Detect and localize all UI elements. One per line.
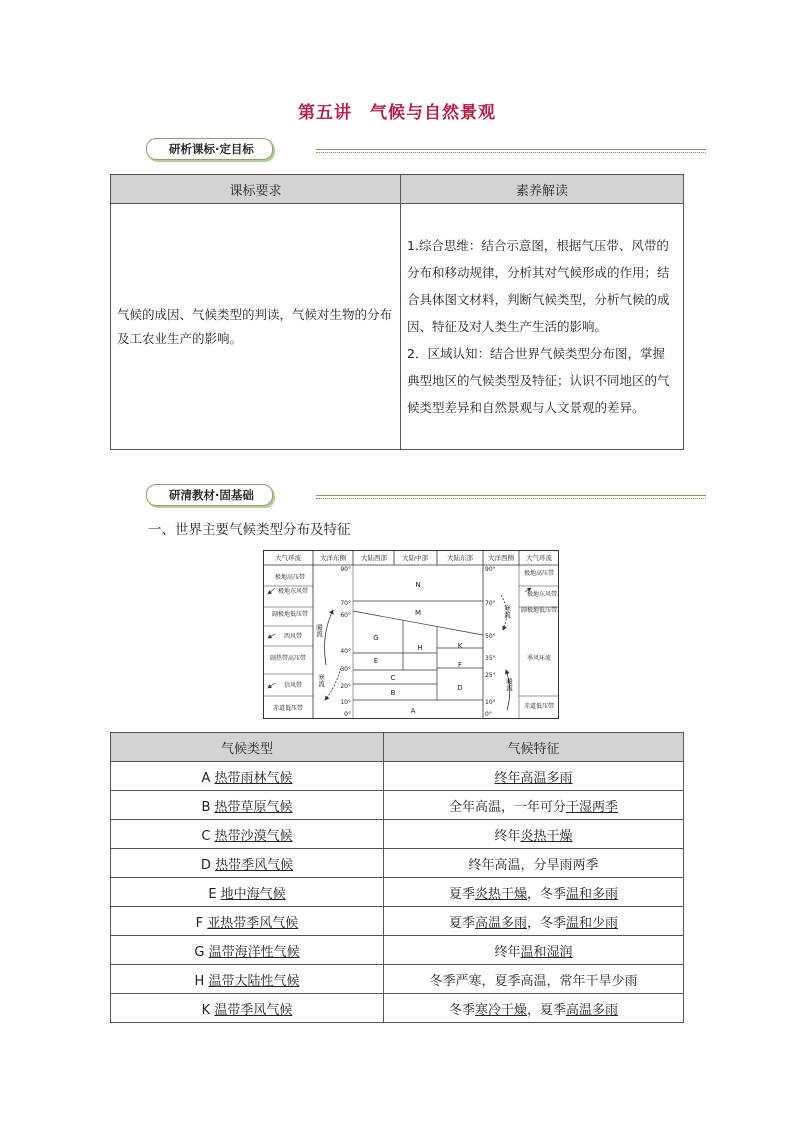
- climate-features-cell: [384, 820, 684, 849]
- zone-label: C: [390, 674, 396, 682]
- climate-type-name: 热带草原气候: [214, 799, 293, 815]
- table-row: [111, 820, 684, 849]
- climate-type-name: 热带季风气候: [215, 857, 294, 873]
- climate-type-cell: [111, 878, 384, 907]
- table-row: [111, 791, 684, 820]
- standards-table: [110, 174, 684, 450]
- climate-letter: G: [194, 944, 209, 960]
- table-row: [111, 907, 684, 936]
- latitude-label: 60°: [340, 612, 351, 619]
- climate-letter: H: [194, 973, 209, 989]
- latitude-label: 40°: [340, 648, 351, 655]
- table-row: [111, 994, 684, 1023]
- divider: [316, 149, 706, 150]
- zone-label: N: [415, 581, 421, 589]
- climate-letter: A: [201, 770, 215, 786]
- zone-label: K: [457, 642, 463, 650]
- climate-feature-text: 高温多雨: [566, 1002, 619, 1018]
- climate-feature-text: ，夏季: [527, 1002, 567, 1018]
- latitude-label: 10°: [485, 699, 496, 706]
- table-row: [111, 878, 684, 907]
- latitude-label: 0°: [344, 711, 351, 718]
- header-cell: 大陆东部: [447, 554, 473, 562]
- current-label: 寒流: [317, 674, 325, 687]
- current-label: 寒流: [503, 605, 511, 618]
- climate-type-cell: [111, 791, 384, 820]
- zone-label: H: [417, 644, 423, 652]
- climate-features-cell: [384, 878, 684, 907]
- belt-label: 西风带: [283, 633, 303, 640]
- climate-type-cell: [111, 994, 384, 1023]
- zone-label: F: [457, 661, 463, 669]
- climate-features-cell: [384, 907, 684, 936]
- zone-label: E: [373, 657, 379, 665]
- section-header-standards: [146, 138, 706, 162]
- climate-feature-text: 干湿两季: [566, 799, 619, 815]
- climate-features-cell: [384, 994, 684, 1023]
- belt-label: 极地东风带: [526, 591, 558, 598]
- latitude-label: 20°: [340, 683, 351, 690]
- belt-label: 赤道低压带: [272, 705, 304, 712]
- standards-text: 气候的成因、气候类型的判读，气候对生物的分布及工农业生产的影响。: [111, 204, 401, 450]
- literacy-point-1: 1.综合思维：结合示意图，根据气压带、风带的分布和移动规律，分析其对气候形成的作用；结合具体图文材料，判断气候类型，分析气候的成因、特征及对人类生产生活的影响。: [407, 238, 670, 334]
- diagram-frame: [264, 551, 559, 719]
- belt-label: 极地高压带: [523, 570, 555, 577]
- belt-label: 极地高压带: [274, 574, 306, 581]
- belt-label: 副极地低压带: [271, 611, 309, 618]
- climate-type-name: 地中海气候: [220, 886, 286, 902]
- climate-feature-text: 夏季: [448, 915, 475, 931]
- zone-label: G: [373, 634, 379, 642]
- climate-table-body: [111, 762, 684, 1023]
- climate-feature-text: 终年: [494, 944, 521, 960]
- header-cell: 大陆中部: [402, 554, 428, 562]
- divider: [316, 498, 706, 499]
- climate-feature-text: 温和多雨: [566, 886, 619, 902]
- section-label: 研清教材·固基础: [146, 484, 273, 506]
- climate-feature-text: ，冬季: [527, 915, 567, 931]
- climate-feature-text: ，冬季: [527, 886, 567, 902]
- belt-label: 赤道低压带: [523, 703, 555, 710]
- climate-type-cell: [111, 936, 384, 965]
- climate-type-cell: [111, 849, 384, 878]
- current-label: 暖流: [505, 678, 513, 691]
- header-standards: 课标要求: [111, 175, 401, 204]
- table-row: [111, 849, 684, 878]
- climate-feature-text: 炎热干燥: [520, 828, 573, 844]
- header-climate-type: 气候类型: [111, 733, 384, 762]
- zone-label: M: [414, 609, 422, 617]
- climate-type-name: 温带大陆性气候: [208, 973, 300, 989]
- header-cell: 大气环流: [526, 554, 552, 562]
- climate-letter: D: [200, 857, 216, 873]
- section-header-textbook: [146, 484, 706, 508]
- climate-type-name: 热带沙漠气候: [214, 828, 293, 844]
- climate-features-cell: [384, 849, 684, 878]
- belt-label: 极地东风带: [277, 588, 309, 595]
- literacy-point-2: 2．区域认知：结合世界气候类型分布图，掌握典型地区的气候类型及特征；认识不同地区的气候类型差异和自然景观与人文景观的差异。: [407, 346, 670, 415]
- climate-feature-text: 高温多雨: [474, 915, 527, 931]
- latitude-label: 10°: [340, 699, 351, 706]
- divider: [316, 495, 706, 496]
- page-title: 第五讲 气候与自然景观: [298, 103, 496, 123]
- climate-type-cell: [111, 820, 384, 849]
- climate-features-cell: [384, 791, 684, 820]
- climate-letter: F: [195, 915, 208, 931]
- table-row: [111, 762, 684, 791]
- table-row: [111, 965, 684, 994]
- climate-feature-text: 终年高温多雨: [494, 770, 573, 786]
- literacy-cell: [401, 204, 684, 450]
- climate-letter: E: [208, 886, 221, 902]
- table-row: [111, 936, 684, 965]
- header-cell: 大洋东侧: [320, 554, 346, 562]
- climate-type-name: 温带海洋性气候: [208, 944, 300, 960]
- zone-label: D: [457, 684, 463, 692]
- latitude-label: 70°: [340, 600, 351, 607]
- climate-feature-text: 终年高温，分旱雨两季: [468, 857, 599, 873]
- divider: [316, 152, 706, 153]
- climate-feature-text: 冬季严寒，夏季高温，常年干旱少雨: [429, 973, 638, 989]
- header-cell: 大洋西侧: [488, 554, 514, 562]
- climate-type-cell: [111, 762, 384, 791]
- climate-type-name: 热带雨林气候: [214, 770, 293, 786]
- climate-distribution-diagram: [263, 550, 559, 720]
- belt-label: 信风带: [283, 682, 303, 689]
- climate-type-cell: [111, 907, 384, 936]
- climate-types-table: [110, 732, 684, 1023]
- climate-feature-text: 温和湿润: [520, 944, 573, 960]
- belt-label: 副极地低压带: [520, 607, 558, 614]
- latitude-label: 70°: [485, 600, 496, 607]
- section-label: 研析课标·定目标: [146, 138, 273, 160]
- current-label: 暖流: [315, 624, 323, 637]
- climate-feature-text: 寒冷干燥: [474, 1002, 527, 1018]
- header-literacy: 素养解读: [401, 175, 684, 204]
- latitude-label: 90°: [340, 566, 351, 573]
- climate-type-name: 亚热带季风气候: [207, 915, 299, 931]
- climate-feature-text: 温和少雨: [566, 915, 619, 931]
- climate-feature-text: 全年高温，一年可分: [448, 799, 566, 815]
- latitude-label: 30°: [340, 666, 351, 673]
- climate-features-cell: [384, 965, 684, 994]
- latitude-label: 90°: [485, 566, 496, 573]
- climate-letter: C: [201, 828, 215, 844]
- climate-letter: K: [201, 1002, 215, 1018]
- belt-label: 副热带高压带: [269, 655, 307, 662]
- climate-feature-text: 炎热干燥: [474, 886, 527, 902]
- climate-feature-text: 夏季: [448, 886, 475, 902]
- climate-type-cell: [111, 965, 384, 994]
- header-cell: 大气环流: [275, 554, 301, 562]
- belt-label: 季风环流: [526, 655, 552, 662]
- latitude-label: 35°: [485, 655, 496, 662]
- climate-letter: B: [201, 799, 215, 815]
- climate-features-cell: [384, 762, 684, 791]
- header-climate-features: 气候特征: [384, 733, 684, 762]
- climate-feature-text: 终年: [494, 828, 521, 844]
- latitude-label: 0°: [485, 711, 492, 718]
- latitude-label: 50°: [485, 633, 496, 640]
- zone-label: A: [410, 707, 416, 715]
- zone-label: B: [390, 689, 396, 697]
- climate-feature-text: 冬季: [448, 1002, 475, 1018]
- climate-type-name: 温带季风气候: [214, 1002, 293, 1018]
- climate-features-cell: [384, 936, 684, 965]
- header-cell: 大陆西部: [361, 554, 387, 562]
- subheading: 一、世界主要气候类型分布及特征: [148, 522, 351, 538]
- latitude-label: 25°: [485, 672, 496, 679]
